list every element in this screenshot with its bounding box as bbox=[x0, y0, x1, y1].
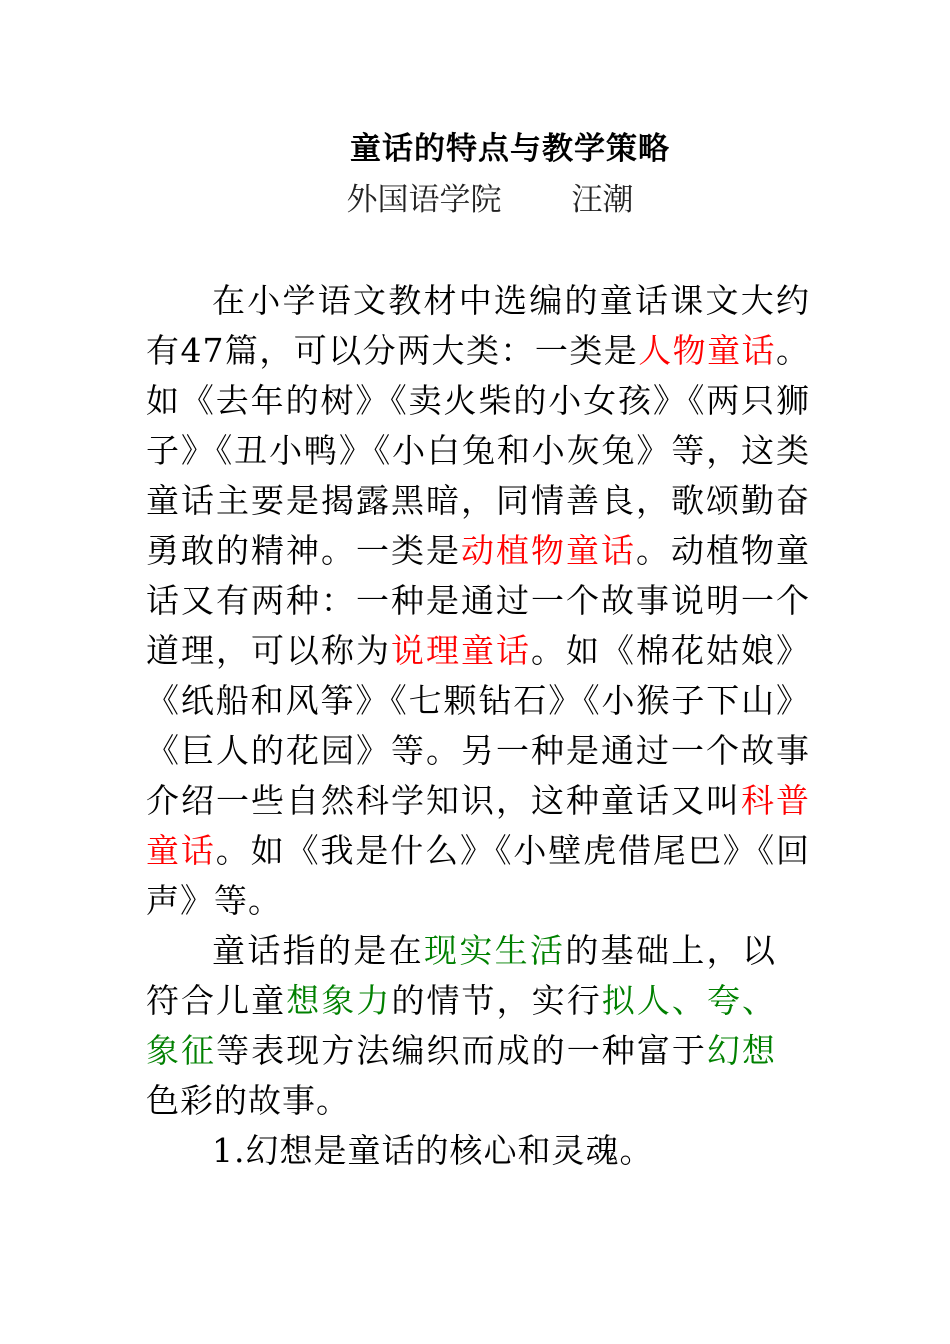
text-run: 。动植物童话又有两种：一种是通过一个故事说明一个道理，可以称为 bbox=[146, 531, 810, 670]
document-body bbox=[146, 276, 810, 1176]
byline-institution: 外国语学院 bbox=[346, 182, 502, 218]
text-run: 1.幻想是童话的核心和灵魂。 bbox=[212, 1131, 654, 1170]
highlight-green: 现实生活 bbox=[424, 931, 566, 970]
text-run: 。如《棉花姑娘》《纸船和风筝》《七颗钻石》《小猴子下山》《巨人的花园》等。另一种是通过一个故事介绍一些自然科学知识，这种童话又叫 bbox=[146, 631, 810, 820]
paragraph-1 bbox=[146, 276, 810, 926]
highlight-red: 说理童话 bbox=[391, 631, 531, 670]
text-run: 的情节，实行 bbox=[391, 981, 602, 1020]
byline bbox=[0, 178, 950, 222]
highlight-red: 人物童话 bbox=[638, 331, 776, 370]
text-run: 等表现方法编织而成的一种富于 bbox=[216, 1031, 707, 1070]
paragraph-2 bbox=[146, 926, 776, 1126]
document-title: 童话的特点与教学策略 bbox=[350, 131, 670, 167]
text-run: 色彩的故事。 bbox=[146, 1081, 350, 1120]
text-run: 。如《我是什么》《小壁虎借尾巴》《回声》等。 bbox=[146, 831, 811, 920]
highlight-green: 想象力 bbox=[286, 981, 392, 1020]
text-run: 。如《去年的树》《卖火柴的小女孩》《两只狮子》《丑小鸭》《小白兔和小灰兔》等，这类童话主要是揭露黑暗，同情善良，歌颂勤奋勇敢的精神。一类是 bbox=[146, 331, 810, 570]
byline-author: 汪潮 bbox=[571, 182, 634, 218]
text-run: 童话指的是在 bbox=[212, 931, 424, 970]
highlight-green: 拟人、夸、象征 bbox=[146, 981, 777, 1070]
highlight-red: 动植物童话 bbox=[461, 531, 636, 570]
highlight-red: 科普童话 bbox=[146, 781, 810, 870]
text-run: 的基础上，以符合儿童 bbox=[146, 931, 777, 1020]
text-run: 在小学语文教材中选编的童话课文大约有47篇，可以分两大类：一类是 bbox=[146, 281, 810, 370]
highlight-green: 幻想 bbox=[706, 1031, 777, 1070]
paragraph-3 bbox=[146, 1126, 810, 1176]
